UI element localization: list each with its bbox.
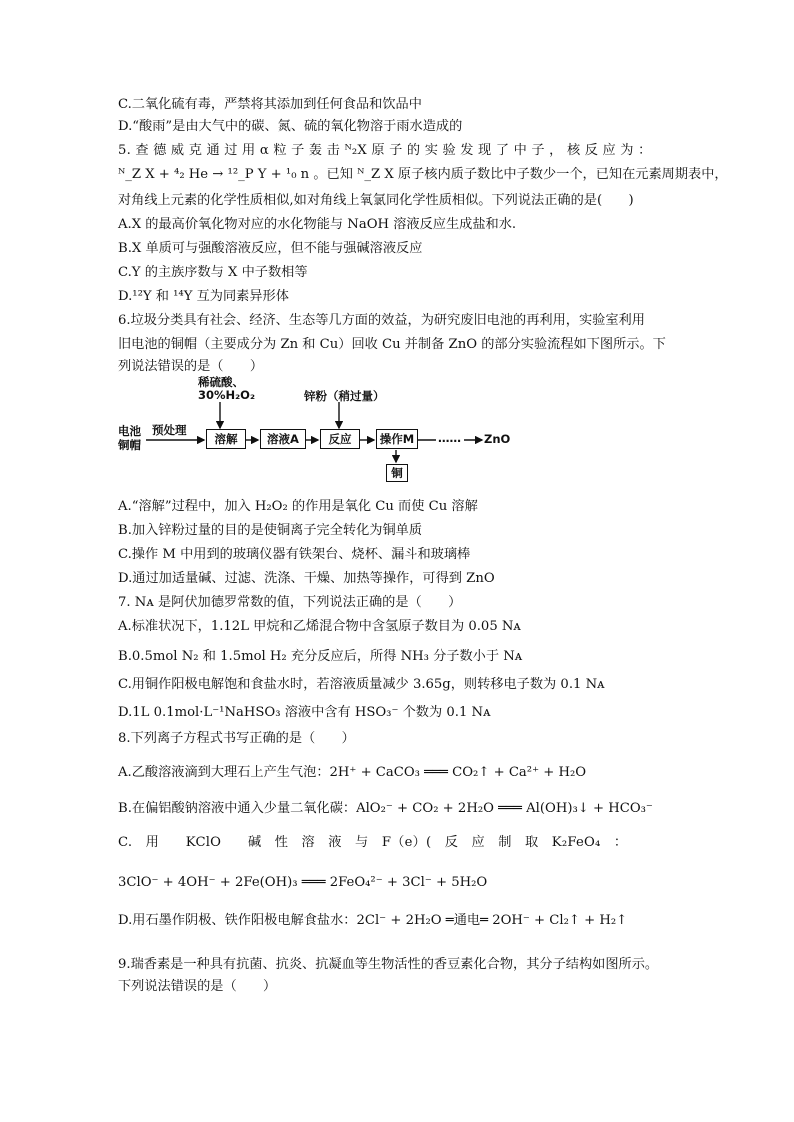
option-6b: B.加入锌粉过量的目的是使铜离子完全转化为铜单质 xyxy=(118,523,423,538)
flow-end-zno: ZnO xyxy=(484,432,511,446)
option-8c-line2: 3ClO⁻ + 4OH⁻ + 2Fe(OH)₃ ═══ 2FeO₄²⁻ + 3Cl⁻ + 5H₂O xyxy=(118,875,488,890)
option-7c: C.用铜作阳极电解饱和食盐水时，若溶液质量减少 3.65g，则转移电子数为 0.1 Nᴀ xyxy=(118,677,605,692)
option-5b: B.X 单质可与强酸溶液反应，但不能与强碱溶液反应 xyxy=(118,241,423,256)
flow-box-solution-a: 溶液A xyxy=(260,429,306,449)
question-5-stem-line1: 5. 查 德 威 克 通 过 用 α 粒 子 轰 击 ᴺ₂X 原 子 的 实 验 发 现 了 中 子 ， 核 反 应 为 ： xyxy=(118,143,652,158)
flow-box-react: 反应 xyxy=(320,429,360,449)
question-9-stem-line2: 下列说法错误的是（ ） xyxy=(118,979,277,994)
option-8a: A.乙酸溶液滴到大理石上产生气泡：2H⁺ + CaCO₃ ═══ CO₂↑ + Ca²⁺ + H₂O xyxy=(118,765,587,780)
option-7d: D.1L 0.1mol·L⁻¹NaHSO₃ 溶液中含有 HSO₃⁻ 个数为 0.1 Nᴀ xyxy=(118,705,491,720)
process-flowchart xyxy=(118,372,538,480)
question-9-stem-line1: 9.瑞香素是一种具有抗菌、抗炎、抗凝血等生物活性的香豆素化合物，其分子结构如图所示。 xyxy=(118,957,659,972)
option-6d: D.通过加适量碱、过滤、洗涤、干燥、加热等操作，可得到 ZnO xyxy=(118,571,495,586)
option-5d: D.¹²Y 和 ¹⁴Y 互为同素异形体 xyxy=(118,289,289,304)
flow-product-copper: 铜 xyxy=(386,464,408,482)
question-6-stem-line3: 列说法错误的是（ ） xyxy=(118,359,264,374)
option-7a: A.标准状况下，1.12L 甲烷和乙烯混合物中含氢原子数目为 0.05 Nᴀ xyxy=(118,619,521,634)
option-8b: B.在偏铝酸钠溶液中通入少量二氧化碳：AlO₂⁻ + CO₂ + 2H₂O ═══ Al(OH)₃↓ + HCO₃⁻ xyxy=(118,801,653,816)
question-7-stem: 7. Nᴀ 是阿伏加德罗常数的值，下列说法正确的是（ ） xyxy=(118,595,462,610)
question-8-stem: 8.下列离子方程式书写正确的是（ ） xyxy=(118,731,355,746)
question-6-stem-line1: 6.垃圾分类具有社会、经济、生态等几方面的效益，为研究废旧电池的再利用，实验室利用 xyxy=(118,313,645,328)
option-5c: C.Y 的主族序数与 X 中子数相等 xyxy=(118,265,308,280)
option-4d: D.“酸雨”是由大气中的碳、氮、硫的氧化物溶于雨水造成的 xyxy=(118,119,463,134)
question-5-stem-line2: ᴺ_Z X + ⁴₂ He → ¹²_P Y + ¹₀ n 。已知 ᴺ_Z X 原子核内质子数比中子数少一个，已知在元素周期表中， xyxy=(118,167,728,182)
option-7b: B.0.5mol N₂ 和 1.5mol H₂ 充分反应后，所得 NH₃ 分子数小于 Nᴀ xyxy=(118,649,523,664)
flow-reagent1: 稀硫酸、30%H₂O₂ xyxy=(198,375,256,402)
question-6-stem-line2: 旧电池的铜帽（主要成分为 Zn 和 Cu）回收 Cu 并制备 ZnO 的部分实验流程如下图所示。下 xyxy=(118,337,666,352)
flow-box-dissolve: 溶解 xyxy=(206,429,246,449)
flow-dots: …… xyxy=(438,431,461,445)
option-4c: C.二氧化硫有毒，严禁将其添加到任何食品和饮品中 xyxy=(118,97,422,112)
question-5-stem-line3: 对角线上元素的化学性质相似,如对角线上氧氯同化学性质相似。下列说法正确的是( ) xyxy=(118,193,634,208)
option-6c: C.操作 M 中用到的玻璃仪器有铁架台、烧杯、漏斗和玻璃棒 xyxy=(118,547,471,562)
flow-reagent3: 锌粉（稍过量） xyxy=(304,389,385,403)
flow-box-operation-m: 操作M xyxy=(376,429,418,449)
flow-step-pretreat: 预处理 xyxy=(152,423,187,437)
option-5a: A.X 的最高价氧化物对应的水化物能与 NaOH 溶液反应生成盐和水. xyxy=(118,217,517,232)
option-8d: D.用石墨作阴极、铁作阳极电解食盐水：2Cl⁻ + 2H₂O ═通电═ 2OH⁻ + Cl₂↑ + H₂↑ xyxy=(118,913,628,928)
flow-arrows xyxy=(118,372,538,472)
option-8c-line1: C. 用 KClO 碱 性 溶 液 与 F（e）( 反 应 制 取 K₂FeO₄ ： xyxy=(118,835,628,850)
option-6a: A.“溶解”过程中，加入 H₂O₂ 的作用是氧化 Cu 而使 Cu 溶解 xyxy=(118,499,478,514)
flow-start-label: 电池铜帽 xyxy=(118,424,141,452)
